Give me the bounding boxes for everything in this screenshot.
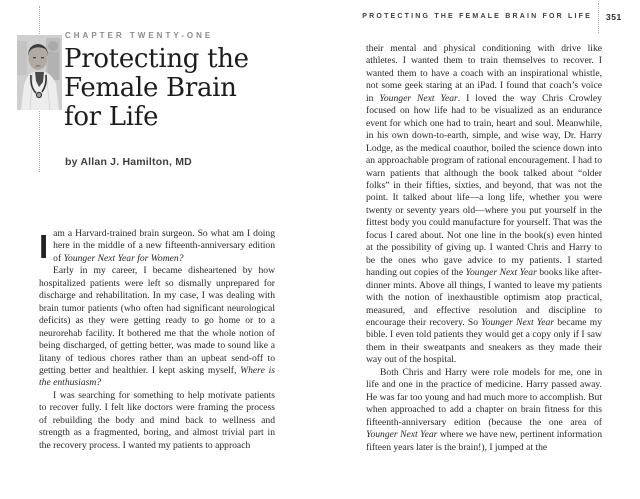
title-line: Protecting the: [64, 44, 249, 74]
chapter-label: CHAPTER TWENTY-ONE: [65, 31, 214, 40]
byline: by Allan J. Hamilton, MD: [65, 156, 192, 168]
drop-cap: I: [39, 228, 49, 265]
dotted-rule-header: [598, 3, 599, 33]
paragraph: their mental and physical conditioning with drive like athletes. I wanted them to train themselves to recover. I wanted them to have a coach with an inspirational whistle, not some geek staring at an iPad. I found that coach’s voice in Younger Next Year. I loved the way Chris Crowley focused on how life had to be visualized as an endurance event for which one had to train, heart and soul. Meanwhile, in his own down-to-earth, simple, and wise way, Dr. Harry Lodge, as the medical coauthor, boiled the science down into an approachable program of rational encouragement. I had to warn patients that although the book talked about “older folks” in their fifties, sixties, and beyond, that was not the point. It talked about life—a long life, whether you were twenty or seventy years old—where you put yourself in the fittest body you could manufacture for yourself. That was the focus I cared about. Not one line in the book(s) even hinted at the possibility of giving up. I wanted Chris and Harry to be the ones who gave advice to my patients. I started handing out copies of the Younger Next Year books like after-dinner mints. Above all things, I wanted to leave my patients with the notion of inexhaustible optimism atop practical, measured, and effective resolution and discipline to encourage their recovery. So Younger Next Year became my bible. I even told patients they would get a copy only if I saw them in their sweatpants and sneakers as they made their way out of the hospital.: [366, 43, 602, 366]
chapter-title: [64, 45, 249, 132]
paragraph: Both Chris and Harry were role models for me, one in life and one in the practice of medicine. Harry passed away. He was far too young and had much more to accomplish. But when approached to add a chapter on brain fitness for this fifteenth-anniversary edition (because the one area of Younger Next Year where we have new, pertinent information fifteen years later is the brain!), I jumped at the: [366, 366, 602, 453]
title-line: for Life: [64, 102, 159, 132]
author-photo: [17, 35, 62, 110]
paragraph-text: am a Harvard-trained brain surgeon. So what am I doing here in the middle of a new fifteenth-anniversary edition of Younger Next Year for Women?: [53, 228, 275, 264]
author-photo-graphic: [17, 35, 62, 110]
running-header: PROTECTING THE FEMALE BRAIN FOR LIFE: [362, 13, 592, 20]
paragraph: I was searching for something to help motivate patients to recover fully. I felt like doctors were framing the process of rebuilding the body and mind back to wellness and strength as a fragmented, boring, and almost trivial part in the recovery process. I wanted my patients to approach: [39, 389, 275, 451]
left-text-column: [39, 228, 275, 452]
paragraph: [39, 228, 275, 265]
paragraph: Early in my career, I became disheartened by how hospitalized patients were left so dismally unprepared for discharge and rehabilitation. In my case, I was dealing with brain tumor patients (who often had significant neurological deficits) as they were getting ready to go home or to a neurorehab facility. It bothered me that the whole notion of being discharged, of getting better, was made to sound like a litany of tedious chores rather than an upbeat send-off to getting better and healthier. I kept asking myself, Where is the enthusiasm?: [39, 265, 275, 389]
page-number: 351: [606, 12, 622, 22]
right-text-column: [366, 43, 602, 454]
title-line: Female Brain: [64, 73, 237, 103]
